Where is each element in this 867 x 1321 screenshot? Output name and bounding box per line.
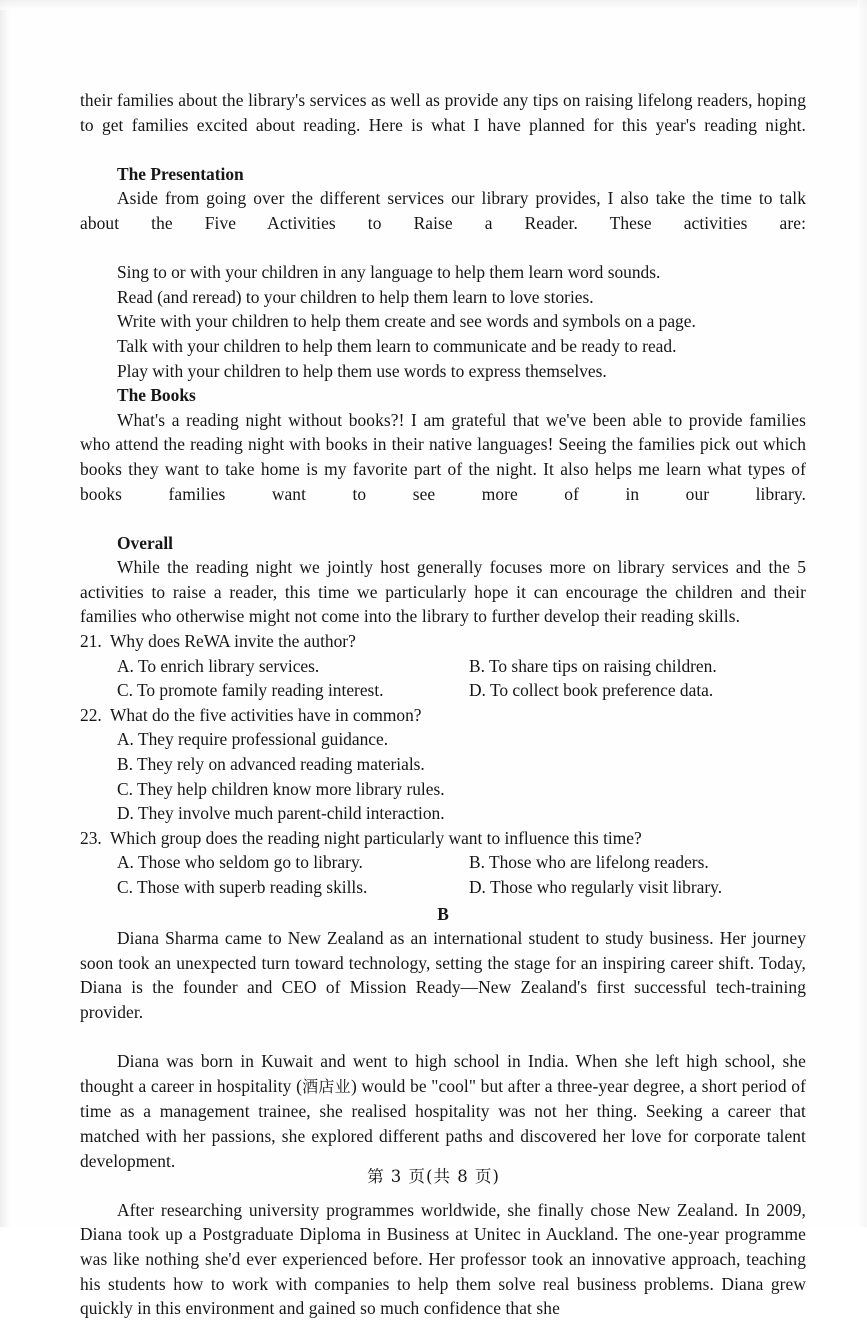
question-21-option-a[interactable]: A. To enrich library services. <box>117 655 320 676</box>
question-21-option-c[interactable]: C. To promote family reading interest. <box>117 680 384 701</box>
overall-paragraph: While the reading night we jointly host generally focuses more on library services and the 5 activities to raise a reader, this time we particularly hope it can encourage the children and their families who otherwise might not come into the library to further develop their reading skills. <box>80 557 806 627</box>
activity-item-read: Read (and reread) to your children to help them learn to love stories. <box>117 286 594 307</box>
question-23-stem: Which group does the reading night particularly want to influence this time? <box>110 827 642 848</box>
question-22 <box>80 703 806 826</box>
activity-item-write: Write with your children to help them create and see words and symbols on a page. <box>117 311 696 332</box>
passage-a-intro-paragraph: their families about the library's services as well as provide any tips on raising lifelong readers, hoping to get families excited about reading. Here is what I have planned for this year's reading night. <box>80 90 806 135</box>
question-22-stem-row <box>80 703 806 728</box>
scan-edge-top <box>0 0 867 10</box>
question-21-stem-row <box>80 629 806 654</box>
question-22-option-b[interactable]: B. They rely on advanced reading materials. <box>117 754 425 775</box>
passage-b-paragraph-2-part2: ) would be "cool" but after a three-year degree, a short period of time as a management trainee, she realised hospitality was not her thing. Seeking a career that matched with her passions, she explored different paths and discovered her love for corporate talent development. <box>80 1075 806 1171</box>
question-23 <box>80 826 806 900</box>
section-b-label: B <box>437 903 449 924</box>
activity-item-sing: Sing to or with your children in any language to help them learn word sounds. <box>117 262 661 283</box>
question-22-number: 22. <box>80 704 102 725</box>
page-footer: 第 3 页(共 8 页) <box>367 1167 500 1186</box>
question-21-option-b[interactable]: B. To share tips on raising children. <box>469 655 717 676</box>
overall-heading: Overall <box>117 532 174 553</box>
question-23-option-b[interactable]: B. Those who are lifelong readers. <box>469 852 709 873</box>
question-21-options-row-1 <box>117 654 806 679</box>
question-22-options-row-3 <box>117 777 806 802</box>
question-21-stem: Why does ReWA invite the author? <box>110 631 356 652</box>
passage-b-paragraph-3: After researching university programmes worldwide, she finally chose New Zealand. In 2009, Diana took up a Postgraduate Diploma in Business at Unitec in Auckland. The one-year programme was like nothing she'd ever experienced before. Her professor took an innovative approach, teaching his students how to work with companies to help them solve real business problems. Diana grew quickly in this environment and gained so much confidence that she <box>80 1199 806 1319</box>
question-23-options-row-2 <box>117 875 806 900</box>
passage-b-paragraph-1: Diana Sharma came to New Zealand as an international student to study business. Her journey soon took an unexpected turn toward technology, setting the stage for an inspiring career shift. Today, Diana is the founder and CEO of Mission Ready—New Zealand's first successful tech-training provider. <box>80 928 806 1022</box>
books-heading: The Books <box>117 385 196 406</box>
question-23-options-row-1 <box>117 850 806 875</box>
question-23-option-d[interactable]: D. Those who regularly visit library. <box>469 877 723 897</box>
question-22-options-row-1 <box>117 727 806 752</box>
question-22-option-a[interactable]: A. They require professional guidance. <box>117 729 389 750</box>
question-23-number: 23. <box>80 827 102 848</box>
presentation-heading: The Presentation <box>117 163 244 184</box>
question-21 <box>80 629 806 703</box>
question-23-stem-row <box>80 826 806 851</box>
question-21-number: 21. <box>80 631 102 652</box>
presentation-paragraph: Aside from going over the different services our library provides, I also take the time to talk about the Five Activities to Raise a Reader. These activities are: <box>80 188 806 233</box>
books-paragraph: What's a reading night without books?! I am grateful that we've been able to provide families who attend the reading night with books in their native languages! Seeing the families pick out which books they want to take home is my favorite part of the night. It also helps me learn what types of books families want to see more of in our library. <box>80 409 806 504</box>
question-21-option-d[interactable]: D. To collect book preference data. <box>469 680 714 701</box>
scan-edge-right <box>857 0 867 1227</box>
activity-item-talk: Talk with your children to help them learn to communicate and be ready to read. <box>117 335 677 356</box>
question-22-stem: What do the five activities have in common? <box>110 704 422 725</box>
question-22-options-row-2 <box>117 752 806 777</box>
hospitality-chinese-gloss: 酒店业 <box>301 1076 351 1096</box>
passage-b-paragraph-2-part1: Diana was born in Kuwait and went to high school in India. When she left high school, she thought a career in hospitality ( <box>80 1051 806 1096</box>
question-22-option-d[interactable]: D. They involve much parent-child interaction. <box>117 803 445 824</box>
scan-edge-left <box>0 0 14 1227</box>
activity-item-play: Play with your children to help them use words to express themselves. <box>117 360 607 381</box>
page-content <box>80 88 806 1321</box>
question-21-options-row-2 <box>117 678 806 703</box>
question-22-options-row-4 <box>117 801 806 826</box>
question-22-option-c[interactable]: C. They help children know more library rules. <box>117 778 445 799</box>
question-23-option-c[interactable]: C. Those with superb reading skills. <box>117 877 368 897</box>
question-23-option-a[interactable]: A. Those who seldom go to library. <box>117 852 363 873</box>
